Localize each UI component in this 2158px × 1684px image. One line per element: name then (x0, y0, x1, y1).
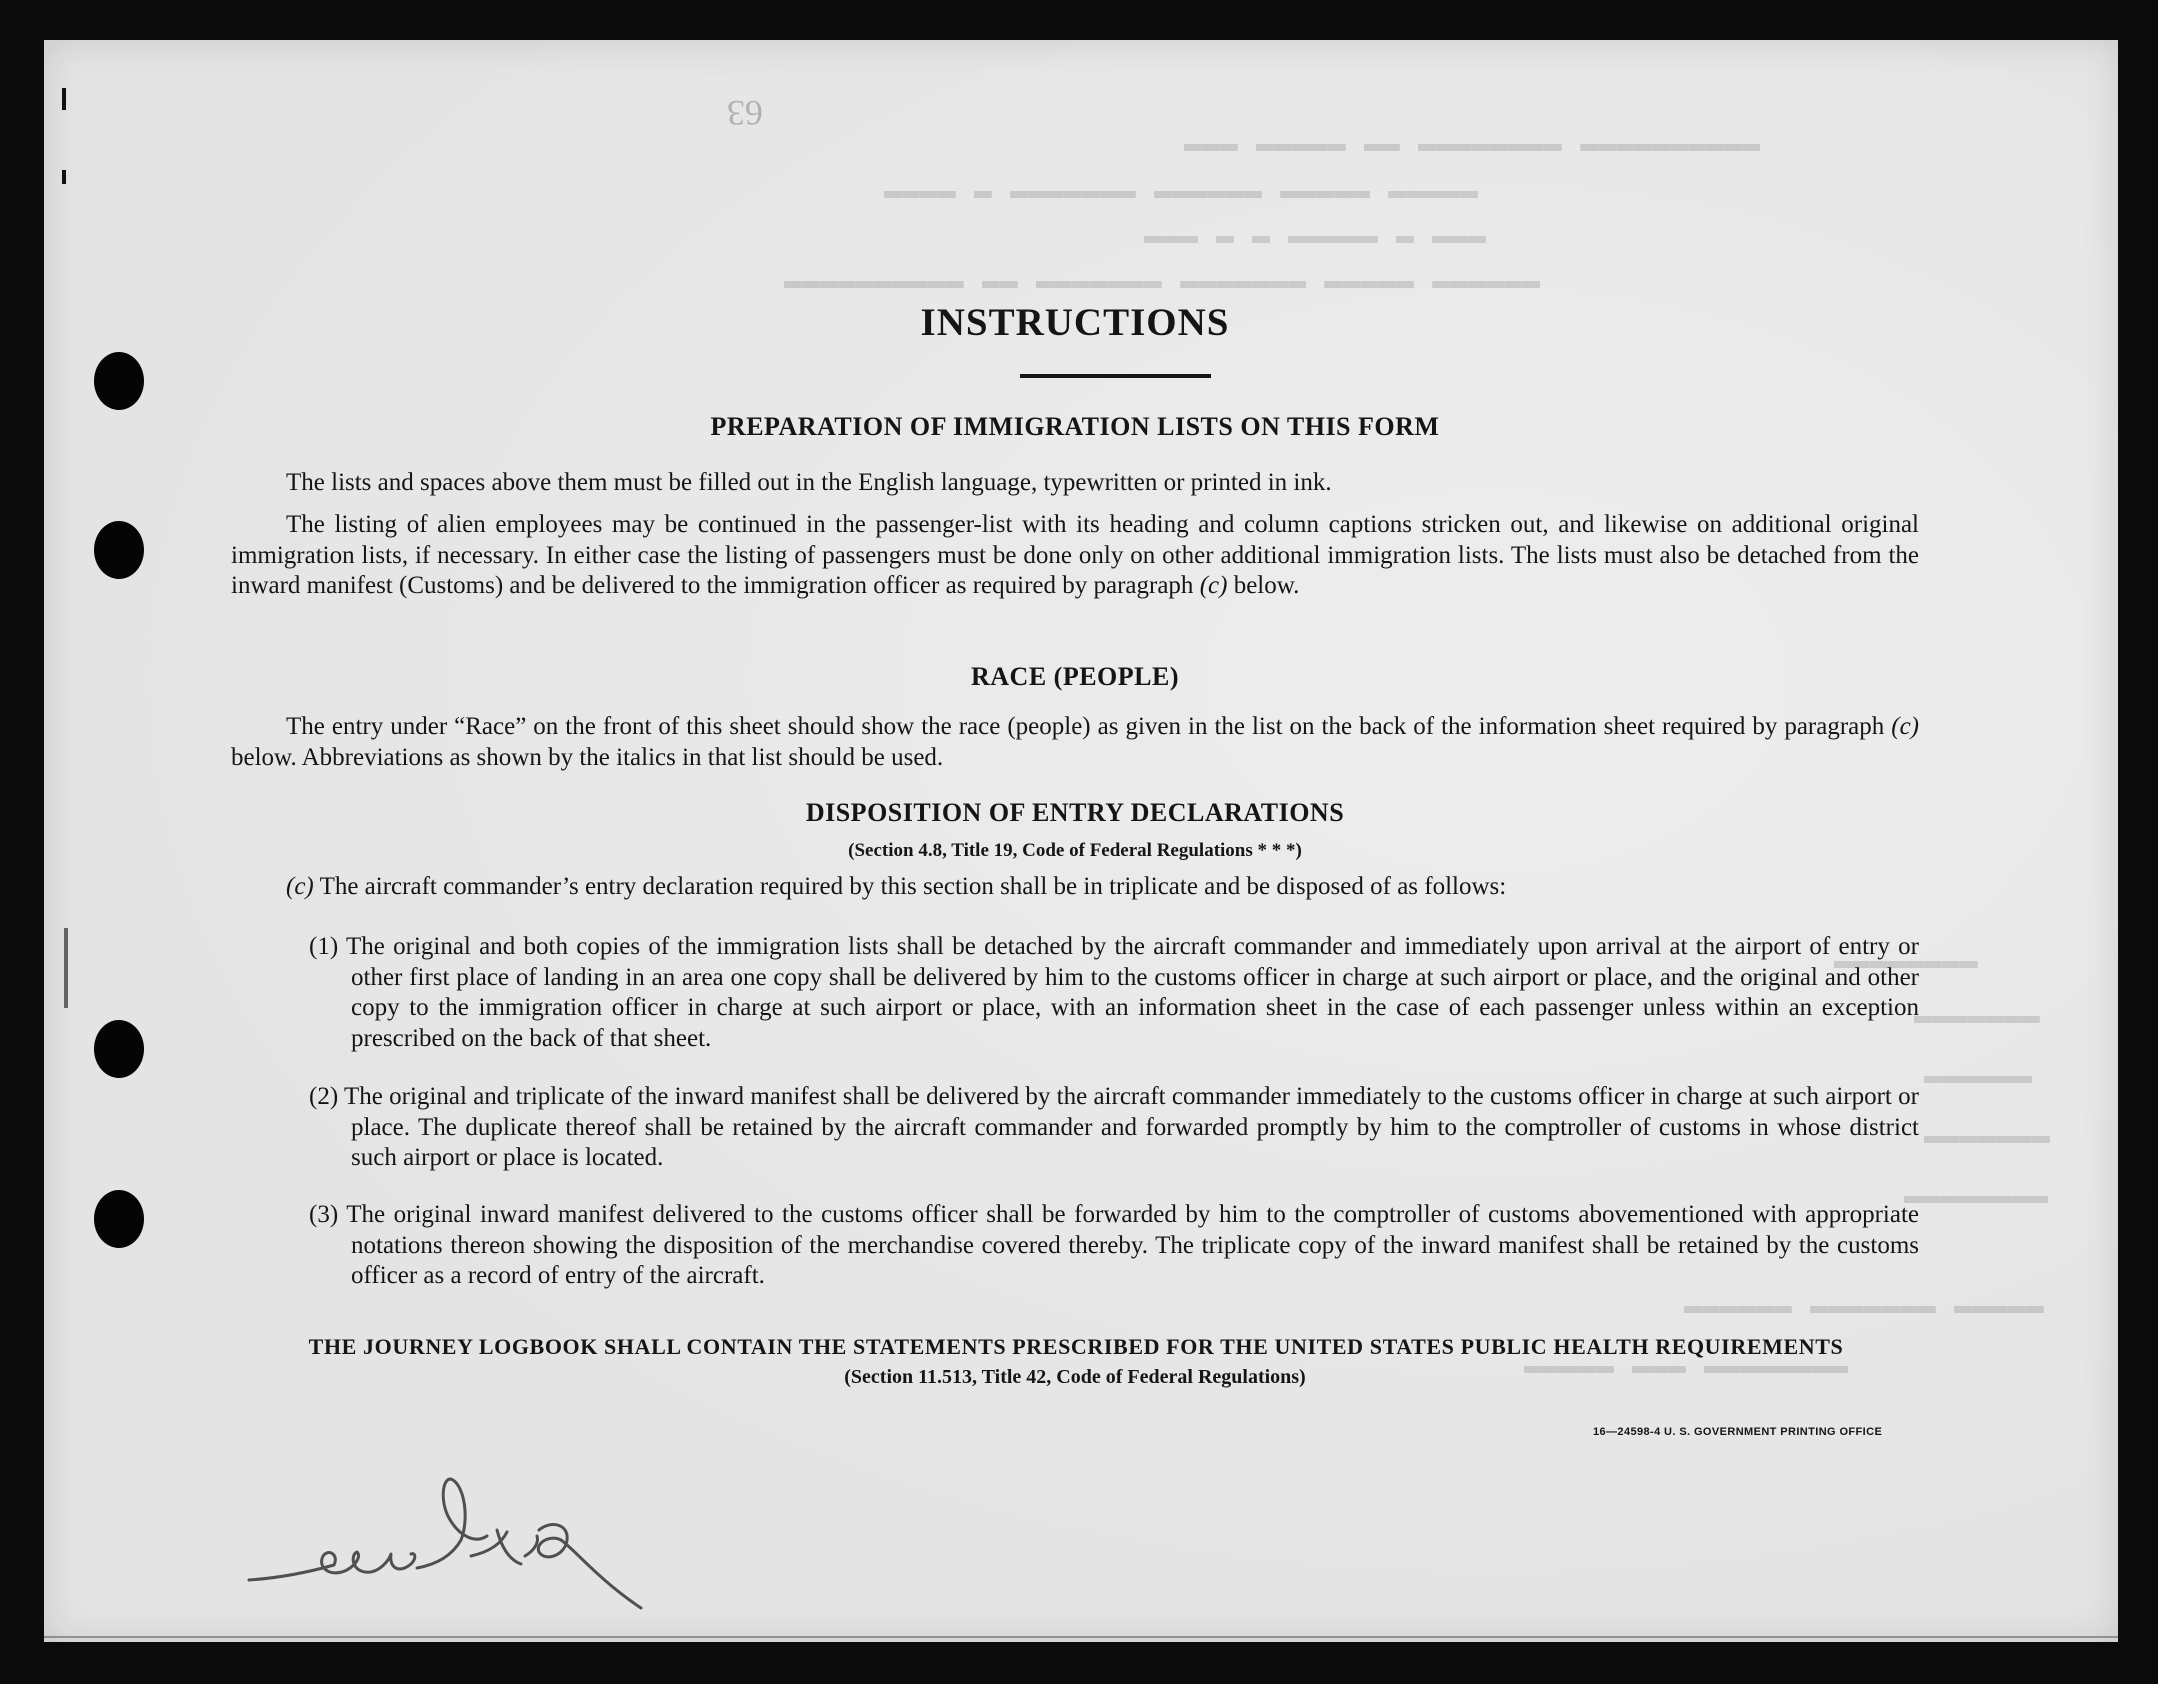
preparation-paragraph-2-end: below. (1233, 572, 1300, 599)
section-heading-disposition: DISPOSITION OF ENTRY DECLARATIONS (805, 798, 1345, 827)
paragraph-ref: (c) (1891, 713, 1920, 740)
show-through-text: ▬▬▬ ▬▬▬▬▬ ▬▬ ▬▬▬▬▬▬▬▬ ▬▬▬▬▬▬▬▬▬▬ (1184, 128, 1761, 162)
show-through-text: ▬▬▬▬▬▬ (1924, 1060, 2033, 1094)
title-underline (1020, 374, 1211, 378)
show-through-text: ▬▬▬▬▬▬▬ (1914, 1000, 2041, 1034)
edge-mark (62, 170, 66, 184)
disposition-item-1 (309, 932, 1919, 1054)
page-title: INSTRUCTIONS (920, 301, 1230, 344)
bottom-edge (44, 1636, 2118, 1638)
show-through-text: ▬▬▬▬▬▬▬ (1924, 1120, 2051, 1154)
edge-mark (64, 928, 68, 1008)
show-through-text: ▬▬▬▬▬▬▬▬▬▬ ▬▬ ▬▬▬▬▬▬▬ ▬▬▬▬▬▬▬ ▬▬▬▬▬ ▬▬▬▬▬▬ (784, 265, 1541, 299)
punch-hole (94, 352, 144, 410)
document-sheet (44, 40, 2118, 1642)
preparation-paragraph-2 (231, 510, 1919, 602)
page-number-mark: 63 (727, 93, 763, 133)
journey-logbook-statement: THE JOURNEY LOGBOOK SHALL CONTAIN THE STATEMENTS PRESCRIBED FOR THE UNITED STATES PUBLIC HEALTH REQUIREMENTS (308, 1334, 1844, 1359)
show-through-text: ▬▬▬▬▬ ▬▬▬ ▬▬▬▬▬▬▬▬ (1524, 1350, 1849, 1384)
section-heading-preparation: PREPARATION OF IMMIGRATION LISTS ON THIS FORM (710, 412, 1440, 441)
paragraph-ref: (c) (1199, 572, 1228, 599)
show-through-text: ▬▬▬▬▬▬▬▬ (1834, 945, 1979, 979)
item-number: (1) (309, 933, 339, 960)
item-text: The original and triplicate of the inward manifest shall be delivered by the aircraft commander immediately to the customs officer in charge at such airport or place. The duplicate thereof shall be retained by the aircraft commander and forwarded promptly by him to the comptroller of customs in whose district such airport or place is located. (344, 1083, 1919, 1171)
item-text: The original and both copies of the immigration lists shall be detached by the aircraft commander and immediately upon arrival at the airport of entry or other first place of landing in an area one copy shall be delivered by him to the customs officer in charge at such airport or place, and the original and other copy to the immigration officer in charge at such airport or place, with an information sheet in the case of each passenger unless within an exception prescribed on the back of that sheet. (345, 933, 1919, 1052)
item-text: The original inward manifest delivered to the customs officer shall be forwarded by him to the comptroller of customs abovementioned with appropriate notations thereon showing the disposition of the merchandise covered thereby. The triplicate copy of the inward manifest shall be retained by the customs officer as a record of entry of the aircraft. (346, 1201, 1919, 1289)
item-number: (3) (309, 1201, 339, 1228)
race-paragraph (231, 712, 1919, 773)
preparation-paragraph-2-text: The listing of alien employees may be continued in the passenger-list with its heading and column captions stricken out, and likewise on additional original immigration lists, if necessary. In either case the listing of passengers must be done only on other additional immigration lists. The lists must also be detached from the inward manifest (Customs) and be delivered to the immigration officer as required by paragraph (231, 511, 1919, 599)
paragraph-ref: (c) (286, 873, 314, 900)
race-paragraph-text: The entry under “Race” on the front of this sheet should show the race (people) as given in the list on the back of the information sheet required by paragraph (286, 713, 1885, 740)
edge-mark (62, 88, 66, 110)
disposition-citation: (Section 4.8, Title 19, Code of Federal Regulations * * *) (848, 840, 1302, 861)
show-through-text: ▬▬▬▬▬▬ ▬▬▬▬▬▬▬ ▬▬▬▬▬ (1684, 1290, 2045, 1324)
disposition-intro-text: The aircraft commander’s entry declaration required by this section shall be in triplicate and be disposed of as follows: (319, 873, 1507, 900)
handwritten-signature (239, 1460, 709, 1630)
show-through-text: ▬▬▬▬ ▬ ▬▬▬▬▬▬▬ ▬▬▬▬▬▬ ▬▬▬▬▬ ▬▬▬▬▬ (884, 175, 1479, 209)
section-heading-race: RACE (PEOPLE) (971, 662, 1179, 691)
item-number: (2) (309, 1083, 339, 1110)
journey-logbook-citation: (Section 11.513, Title 42, Code of Federal Regulations) (844, 1366, 1306, 1388)
preparation-paragraph-1: The lists and spaces above them must be filled out in the English language, typewritten or printed in ink. (286, 469, 1332, 496)
punch-hole (94, 1190, 144, 1248)
show-through-text: ▬▬▬ ▬ ▬ ▬▬▬▬▬ ▬ ▬▬▬ (1144, 220, 1487, 254)
printing-office-imprint: 16—24598-4 U. S. GOVERNMENT PRINTING OFFICE (1593, 1426, 1883, 1438)
disposition-item-3 (309, 1200, 1919, 1292)
disposition-item-2 (309, 1082, 1919, 1174)
disposition-intro (231, 872, 1919, 903)
punch-hole (94, 1020, 144, 1078)
race-paragraph-end: below. Abbreviations as shown by the italics in that list should be used. (231, 743, 944, 771)
show-through-text: ▬▬▬▬▬▬▬▬ (1904, 1180, 2049, 1214)
punch-hole (94, 521, 144, 579)
